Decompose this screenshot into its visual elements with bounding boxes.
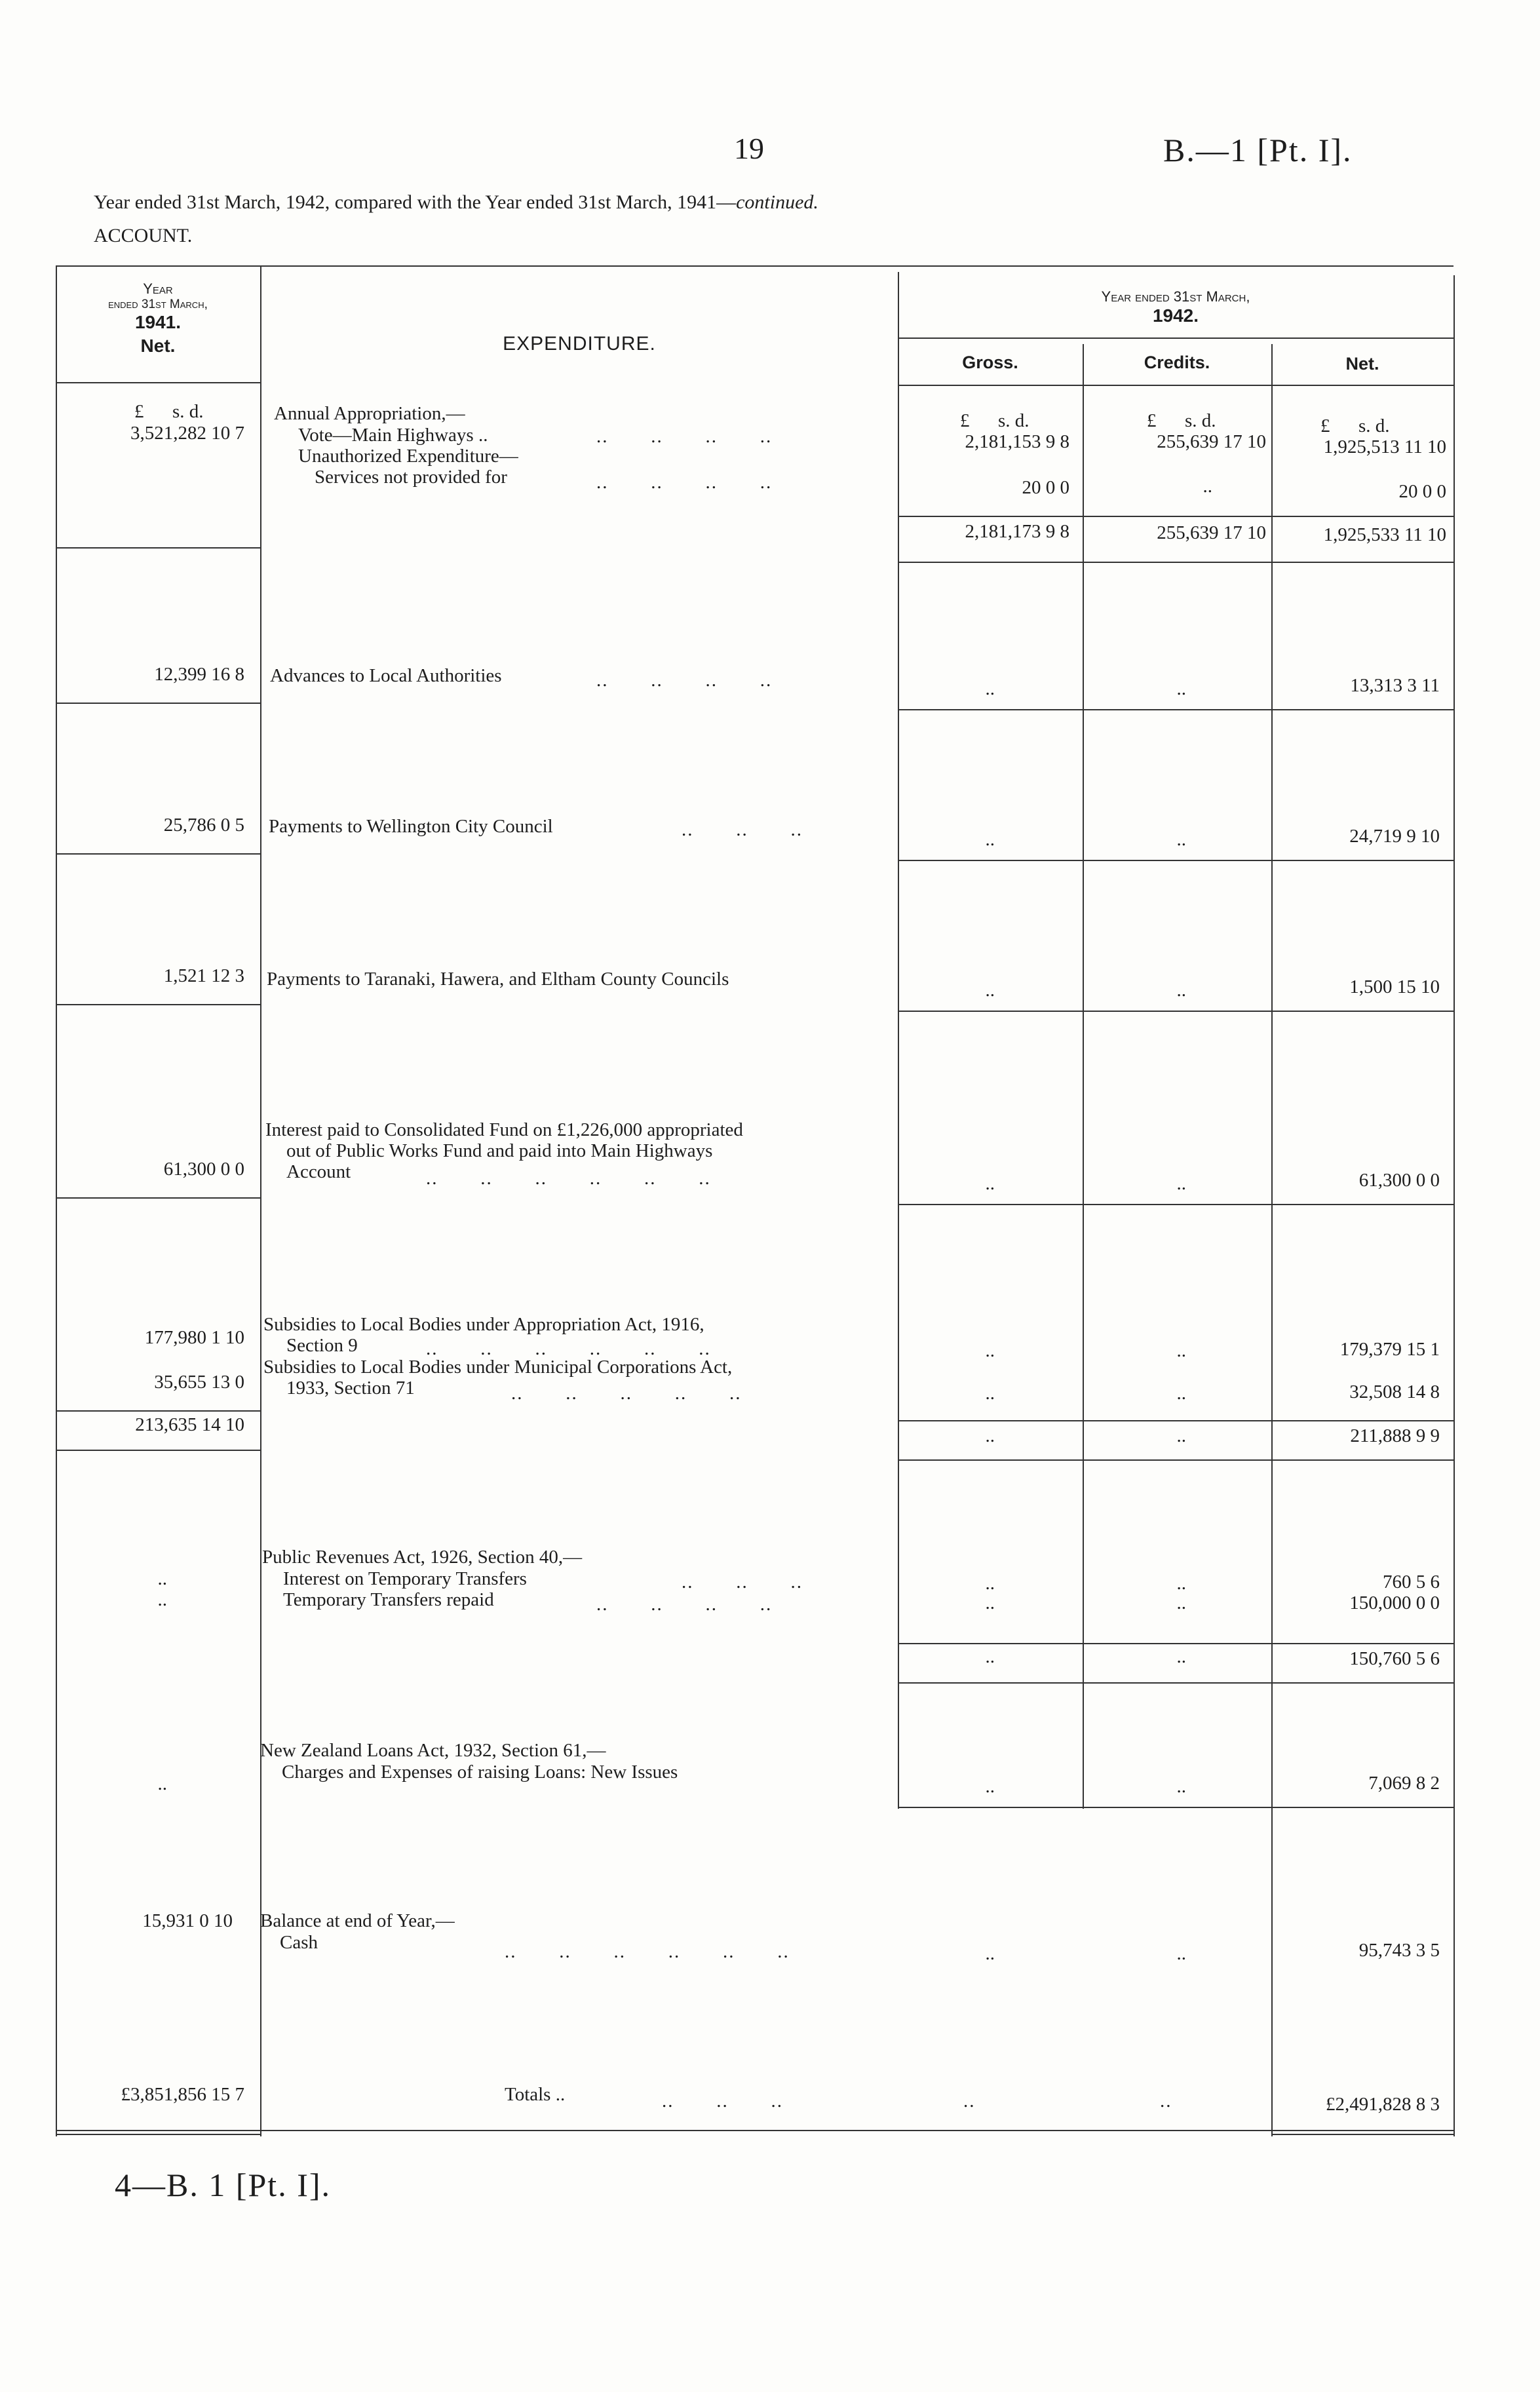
- prev-year-line3: 1941.: [134, 312, 182, 332]
- revenues-total-net: 150,760 5 6: [1349, 1648, 1440, 1669]
- annual-vote-gross: 2,181,153 9 8: [965, 431, 1069, 452]
- rule: [56, 2130, 1453, 2131]
- subsidies-prev-1: 177,980 1 10: [144, 1327, 244, 1348]
- loans-credits: ..: [1176, 1776, 1186, 1797]
- balance-credits: ..: [1176, 1943, 1186, 1964]
- subsidies-line2: Section 9: [286, 1335, 358, 1356]
- revenues-prev-2: ..: [157, 1589, 167, 1610]
- annual-unauthorized: Unauthorized Expenditure—: [298, 446, 518, 467]
- subsidies-net-2: 32,508 14 8: [1349, 1381, 1440, 1402]
- prev-year-header: [58, 280, 258, 357]
- leader-dots: .. .. .. ..: [596, 426, 773, 447]
- rule: [56, 1004, 260, 1005]
- loans-title: New Zealand Loans Act, 1932, Section 61,—: [260, 1740, 606, 1761]
- page-footer: 4—B. 1 [Pt. I].: [115, 2167, 331, 2203]
- interest-line2: out of Public Works Fund and paid into Main Highways: [286, 1140, 713, 1161]
- rule: [898, 1011, 1453, 1012]
- prev-year-line2: ended 31st March,: [108, 298, 208, 311]
- subsidies-prev-total: 213,635 14 10: [135, 1414, 244, 1435]
- currency-units: £ s. d.: [1320, 415, 1390, 436]
- revenues-net-1: 760 5 6: [1383, 1572, 1440, 1592]
- wellington-credits: ..: [1176, 829, 1186, 850]
- rule: [898, 709, 1453, 710]
- revenues-gross-2: ..: [985, 1592, 995, 1613]
- rule: [898, 1204, 1453, 1205]
- rule: [898, 1807, 1453, 1808]
- rule: [56, 265, 1453, 267]
- rule: [1083, 344, 1084, 1809]
- annual-prev-net: 3,521,282 10 7: [130, 423, 244, 444]
- currency-units: £ s. d.: [960, 410, 1030, 431]
- rule: [898, 562, 1453, 563]
- prev-year-line1: Year: [143, 280, 173, 297]
- interest-line3: Account: [286, 1161, 351, 1182]
- rule: [898, 860, 1453, 861]
- balance-gross: ..: [985, 1943, 995, 1964]
- rule: [56, 1410, 260, 1412]
- credits-header: Credits.: [1144, 353, 1210, 372]
- subsidies-line3: Subsidies to Local Bodies under Municipal Corporations Act,: [263, 1357, 733, 1378]
- rule: [56, 1197, 260, 1199]
- interest-credits: ..: [1176, 1173, 1186, 1194]
- annual-vote: Vote—Main Highways ..: [298, 425, 488, 446]
- subsidies-total-gross: ..: [985, 1425, 995, 1446]
- subsidies-credits-1: ..: [1176, 1340, 1186, 1361]
- leader-dots: .. .. .. .. ..: [511, 1383, 742, 1404]
- annual-total-gross: 2,181,173 9 8: [965, 521, 1069, 542]
- heading-continued: continued.: [736, 191, 818, 213]
- currency-units: £ s. d.: [134, 401, 204, 422]
- balance-title: Balance at end of Year,—: [260, 1910, 455, 1931]
- rule: [898, 338, 1453, 339]
- currency-units: £ s. d.: [1147, 410, 1216, 431]
- page-heading: [94, 191, 818, 214]
- subsidies-line1: Subsidies to Local Bodies under Appropriation Act, 1916,: [263, 1314, 704, 1335]
- annual-vote-credits: 255,639 17 10: [1157, 431, 1266, 452]
- leader-dots: .. .. .. ..: [596, 472, 773, 493]
- subsidies-total-credits: ..: [1176, 1425, 1186, 1446]
- leader-dots: .. .. ..: [682, 1572, 803, 1592]
- balance-net: 95,743 3 5: [1358, 1940, 1440, 1961]
- rule: [898, 516, 1453, 517]
- subsidies-net-1: 179,379 15 1: [1339, 1339, 1440, 1360]
- heading-main: Year ended 31st March, 1942, compared with the Year ended 31st March, 1941—: [94, 191, 737, 213]
- advances-label: Advances to Local Authorities: [270, 665, 502, 686]
- balance-prev-net: 15,931 0 10: [142, 1910, 233, 1931]
- annual-total-net: 1,925,533 11 10: [1323, 524, 1446, 545]
- leader-dots: .. .. .. .. .. ..: [426, 1168, 711, 1189]
- leader-dots: ..: [1160, 2091, 1172, 2112]
- leader-dots: .. .. .. ..: [596, 1594, 773, 1615]
- leader-dots: .. .. .. .. .. ..: [505, 1941, 790, 1962]
- advances-prev-net: 12,399 16 8: [154, 664, 244, 685]
- expenditure-header: EXPENDITURE.: [503, 333, 656, 355]
- rule: [898, 1643, 1453, 1644]
- revenues-line1: Interest on Temporary Transfers: [283, 1568, 527, 1589]
- taranaki-gross: ..: [985, 980, 995, 1001]
- leader-dots: .. .. ..: [662, 2091, 783, 2112]
- subsidies-total-net: 211,888 9 9: [1350, 1425, 1440, 1446]
- leader-dots: ..: [963, 2091, 976, 2112]
- rule: [1271, 344, 1273, 2136]
- leader-dots: .. .. ..: [682, 819, 803, 840]
- rule: [56, 382, 260, 383]
- subsidies-prev-2: 35,655 13 0: [154, 1372, 244, 1393]
- annual-services: Services not provided for: [315, 467, 507, 488]
- rule: [56, 2134, 260, 2135]
- page-number: 19: [734, 132, 764, 165]
- loans-gross: ..: [985, 1776, 995, 1797]
- leader-dots: .. .. .. .. .. ..: [426, 1338, 711, 1359]
- annual-services-credits: ..: [1203, 476, 1212, 497]
- annual-vote-net: 1,925,513 11 10: [1323, 436, 1446, 457]
- net-header: Net.: [1345, 354, 1379, 374]
- advances-gross: ..: [985, 678, 995, 699]
- rule: [56, 703, 260, 704]
- gross-header: Gross.: [962, 353, 1018, 372]
- revenues-net-2: 150,000 0 0: [1349, 1592, 1440, 1613]
- revenues-credits-2: ..: [1176, 1592, 1186, 1613]
- loans-net: 7,069 8 2: [1368, 1773, 1440, 1794]
- rule: [1271, 2134, 1453, 2135]
- rule: [260, 265, 261, 2136]
- revenues-credits-1: ..: [1176, 1573, 1186, 1594]
- taranaki-label: Payments to Taranaki, Hawera, and Eltham County Councils: [267, 969, 729, 990]
- interest-prev-net: 61,300 0 0: [163, 1159, 244, 1180]
- interest-line1: Interest paid to Consolidated Fund on £1,226,000 appropriated: [265, 1119, 743, 1140]
- cur-year-line2: 1942.: [1152, 305, 1199, 326]
- taranaki-net: 1,500 15 10: [1349, 976, 1440, 997]
- taranaki-credits: ..: [1176, 980, 1186, 1001]
- taranaki-prev-net: 1,521 12 3: [163, 965, 244, 986]
- rule: [56, 853, 260, 855]
- rule: [56, 265, 57, 2136]
- totals-prev-net: £3,851,856 15 7: [121, 2084, 244, 2105]
- advances-net: 13,313 3 11: [1350, 675, 1440, 696]
- rule: [898, 1459, 1453, 1461]
- rule: [1453, 275, 1455, 2136]
- document-reference: B.—1 [Pt. I].: [1163, 132, 1353, 168]
- wellington-gross: ..: [985, 829, 995, 850]
- revenues-total-gross: ..: [985, 1646, 995, 1667]
- rule: [898, 1420, 1453, 1421]
- wellington-prev-net: 25,786 0 5: [163, 815, 244, 836]
- interest-gross: ..: [985, 1173, 995, 1194]
- totals-net: £2,491,828 8 3: [1326, 2094, 1440, 2115]
- wellington-net: 24,719 9 10: [1349, 826, 1440, 847]
- revenues-total-credits: ..: [1176, 1646, 1186, 1667]
- revenues-title: Public Revenues Act, 1926, Section 40,—: [262, 1547, 583, 1568]
- account-label: ACCOUNT.: [94, 225, 193, 246]
- rule: [56, 1450, 260, 1451]
- annual-title: Annual Appropriation,—: [274, 403, 465, 424]
- subsidies-credits-2: ..: [1176, 1383, 1186, 1404]
- subsidies-gross-2: ..: [985, 1383, 995, 1404]
- rule: [898, 385, 1453, 386]
- loans-line1: Charges and Expenses of raising Loans: New Issues: [282, 1762, 678, 1783]
- revenues-prev-1: ..: [157, 1568, 167, 1589]
- revenues-line2: Temporary Transfers repaid: [283, 1589, 494, 1610]
- interest-net: 61,300 0 0: [1358, 1170, 1440, 1191]
- wellington-label: Payments to Wellington City Council: [269, 816, 553, 837]
- balance-line1: Cash: [280, 1932, 318, 1953]
- advances-credits: ..: [1176, 678, 1186, 699]
- rule: [56, 547, 260, 549]
- rule: [898, 272, 899, 1809]
- rule: [898, 1682, 1453, 1684]
- prev-year-net: Net.: [140, 336, 176, 356]
- subsidies-gross-1: ..: [985, 1340, 995, 1361]
- totals-label: Totals ..: [505, 2084, 566, 2105]
- cur-year-line1: Year ended 31st March,: [1101, 288, 1250, 305]
- subsidies-line4: 1933, Section 71: [286, 1378, 415, 1399]
- annual-services-gross: 20 0 0: [1022, 477, 1069, 498]
- revenues-gross-1: ..: [985, 1573, 995, 1594]
- annual-services-net: 20 0 0: [1398, 481, 1446, 502]
- current-year-header: [900, 288, 1452, 326]
- loans-prev-net: ..: [157, 1773, 167, 1794]
- leader-dots: .. .. .. ..: [596, 670, 773, 691]
- annual-total-credits: 255,639 17 10: [1157, 522, 1266, 543]
